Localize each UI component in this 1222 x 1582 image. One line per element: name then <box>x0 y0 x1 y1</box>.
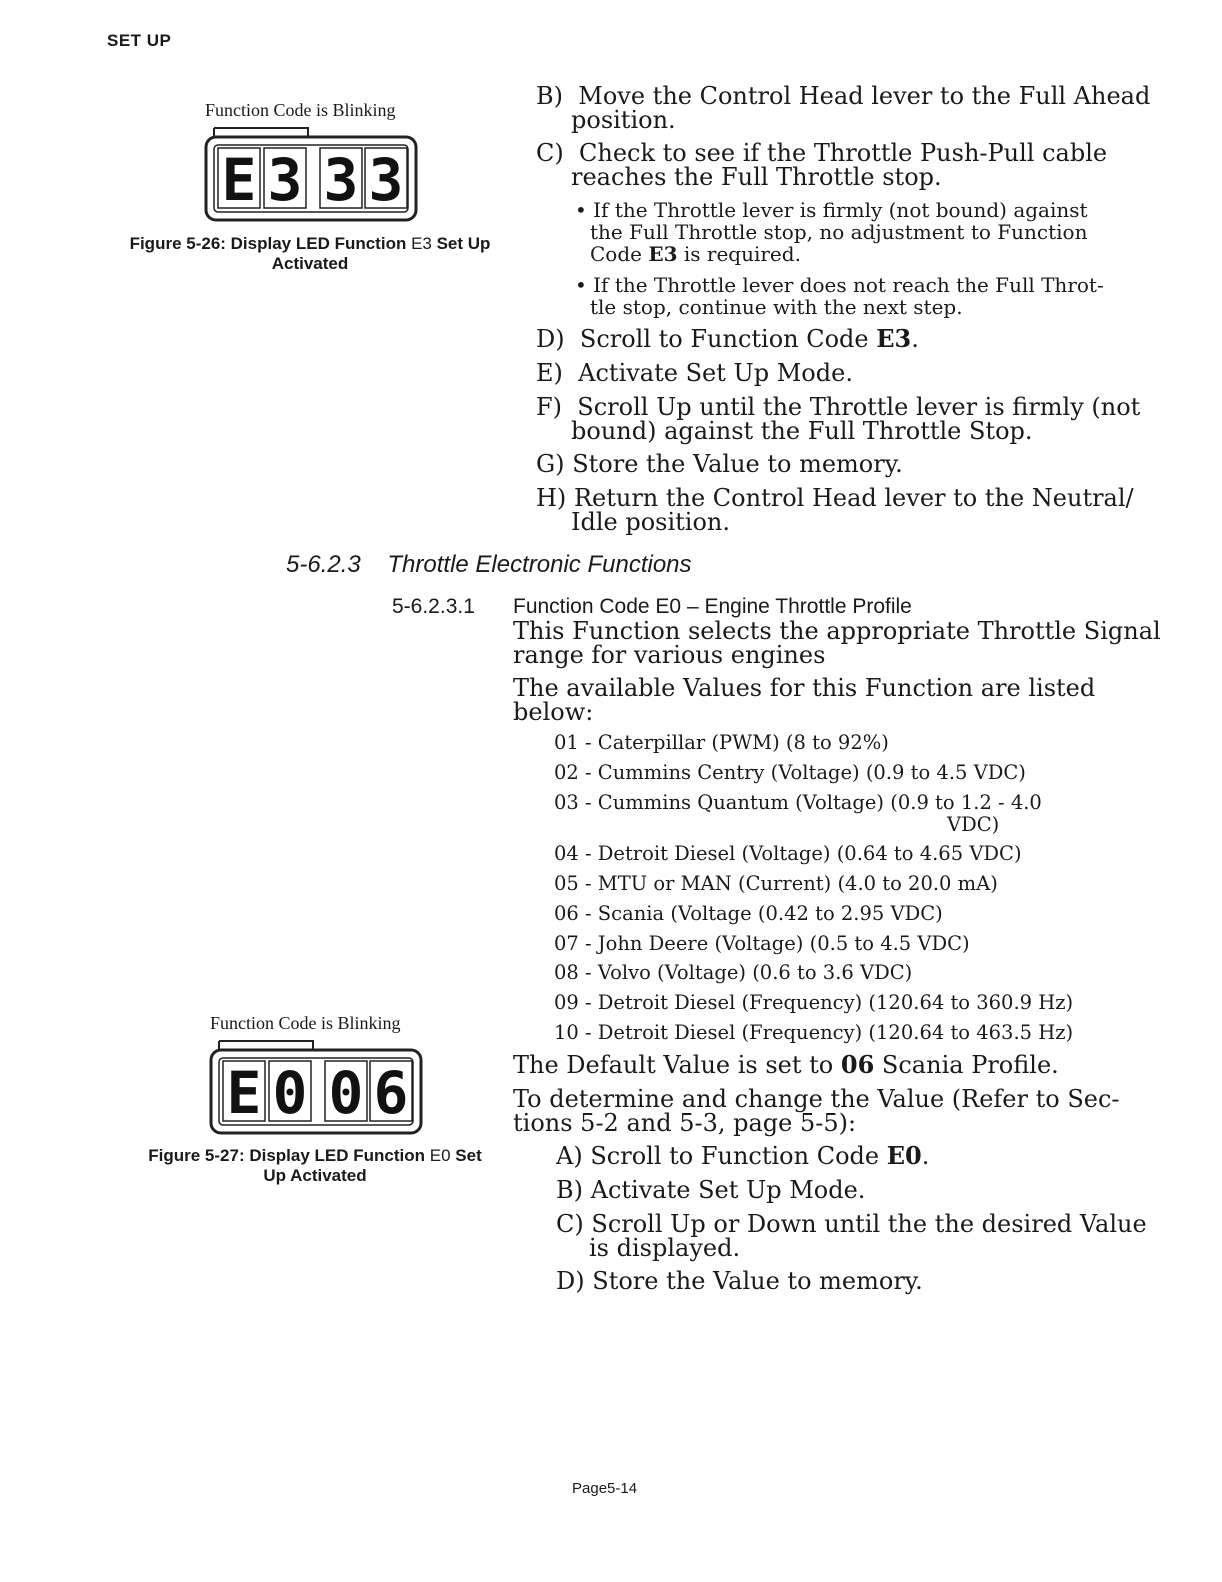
figure-27-digit-4: 6 <box>373 1059 409 1127</box>
subsection-desc-line1: This Function selects the appropriate Throttle Signal <box>513 617 1161 645</box>
section-heading: 5-6.2.3 Throttle Electronic Functions <box>286 551 692 578</box>
figure-27-label: Function Code is Blinking <box>210 1013 401 1033</box>
figure-27-digit-2: 0 <box>272 1059 308 1127</box>
value-item: 04 - Detroit Diesel (Voltage) (0.64 to 4.65 VDC) <box>554 842 1022 865</box>
step-f-top: F) Scroll Up until the Throttle lever is firmly (not <box>536 393 1141 421</box>
figure-27-caption: Figure 5-27: Display LED Function E0 Set Up Activated <box>148 1146 482 1185</box>
figure-26-digit-2: 3 <box>267 146 303 214</box>
figure-27-digit-3: 0 <box>328 1059 364 1127</box>
subsection-number: 5-6.2.3.1 <box>392 595 475 618</box>
determine-line1: To determine and change the Value (Refer to Sec- <box>513 1085 1120 1113</box>
bullet-2-line1: • If the Throttle lever does not reach the Full Throt- <box>575 273 1104 297</box>
available-values-line1: The available Values for this Function are listed <box>513 674 1096 702</box>
bullet-1-line3: Code E3 is required. <box>590 242 801 266</box>
value-item: 01 - Caterpillar (PWM) (8 to 92%) <box>554 731 889 754</box>
step-b-bottom: B) Activate Set Up Mode. <box>556 1176 866 1204</box>
figure-26-caption: Figure 5-26: Display LED Function E3 Set Up Activated <box>129 234 491 273</box>
value-item: 03 - Cummins Quantum (Voltage) (0.9 to 1.2 - 4.0 <box>554 791 1042 814</box>
step-b-top: B) Move the Control Head lever to the Full Ahead <box>536 82 1151 110</box>
page-header: SET UP <box>107 31 172 50</box>
step-f-top-line2: bound) against the Full Throttle Stop. <box>571 417 1033 445</box>
available-values-line2: below: <box>513 698 594 726</box>
step-d-bottom: D) Store the Value to memory. <box>556 1267 923 1295</box>
page-number: Page5-14 <box>572 1480 638 1497</box>
step-a-bottom: A) Scroll to Function Code E0. <box>556 1141 930 1170</box>
value-item: 02 - Cummins Centry (Voltage) (0.9 to 4.5 VDC) <box>554 761 1026 784</box>
step-c-bottom-line2: is displayed. <box>589 1234 741 1262</box>
subsection-desc-line2: range for various engines <box>513 641 826 669</box>
figure-26-digit-4: 3 <box>368 146 404 214</box>
figure-26-digit-1: E <box>221 146 257 214</box>
value-item: 10 - Detroit Diesel (Frequency) (120.64 to 463.5 Hz) <box>554 1021 1074 1044</box>
bullet-1-line2: the Full Throttle stop, no adjustment to Function <box>590 220 1088 244</box>
subsection-title: Function Code E0 – Engine Throttle Profile <box>513 595 912 618</box>
step-c-bottom: C) Scroll Up or Down until the the desired Value <box>556 1210 1147 1238</box>
step-h-top: H) Return the Control Head lever to the Neutral/ <box>536 484 1134 512</box>
step-d-top: D) Scroll to Function Code E3. <box>536 324 919 353</box>
default-value: The Default Value is set to 06 Scania Profile. <box>513 1050 1059 1079</box>
step-b-top-line2: position. <box>571 106 676 134</box>
value-item: 06 - Scania (Voltage (0.42 to 2.95 VDC) <box>554 902 943 925</box>
value-item: 09 - Detroit Diesel (Frequency) (120.64 to 360.9 Hz) <box>554 991 1074 1014</box>
figure-27-digit-1: E <box>226 1059 262 1127</box>
figure-26-led-display <box>200 122 422 224</box>
figure-26-digit-3: 3 <box>323 146 359 214</box>
value-item: 05 - MTU or MAN (Current) (4.0 to 20.0 mA) <box>554 872 998 895</box>
determine-line2: tions 5-2 and 5-3, page 5-5): <box>513 1109 857 1137</box>
bullet-2-line2: tle stop, continue with the next step. <box>590 295 963 319</box>
value-item: 07 - John Deere (Voltage) (0.5 to 4.5 VDC) <box>554 932 970 955</box>
figure-26-label: Function Code is Blinking <box>205 100 396 120</box>
figure-27-led-display <box>205 1035 427 1137</box>
step-g-top: G) Store the Value to memory. <box>536 450 903 478</box>
step-e-top: E) Activate Set Up Mode. <box>536 359 853 387</box>
step-h-top-line2: Idle position. <box>571 508 731 536</box>
step-c-top-line2: reaches the Full Throttle stop. <box>571 163 942 191</box>
value-item-continuation: VDC) <box>947 813 1000 836</box>
step-c-top: C) Check to see if the Throttle Push-Pull cable <box>536 139 1108 167</box>
bullet-1-line1: • If the Throttle lever is firmly (not bound) against <box>575 198 1088 222</box>
value-item: 08 - Volvo (Voltage) (0.6 to 3.6 VDC) <box>554 961 913 984</box>
